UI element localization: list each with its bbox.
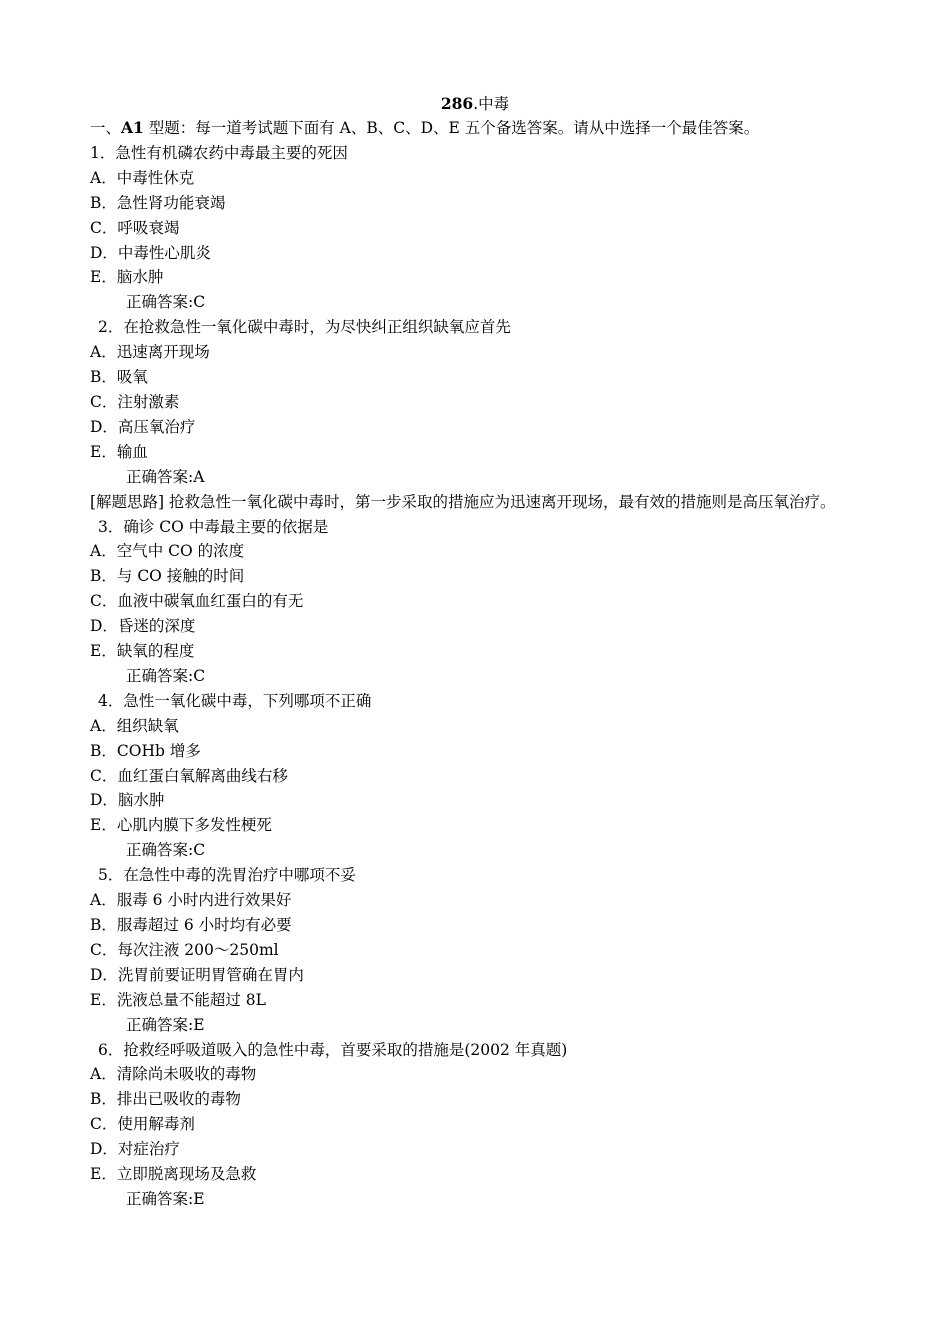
section-intro [90, 116, 865, 141]
option-c: C．呼吸衰竭 [90, 218, 180, 237]
option-c: C．使用解毒剂 [90, 1115, 195, 1134]
option-b: B．急性肾功能衰竭 [90, 193, 226, 212]
option-d: D．洗胃前要证明胃管确在胃内 [90, 965, 304, 984]
option-a: A．迅速离开现场 [90, 343, 210, 362]
option-c: C．注射激素 [90, 392, 180, 411]
question-stem: 6．抢救经呼吸道吸入的急性中毒，首要采取的措施是(2002 年真题) [98, 1040, 568, 1059]
question-stem: 3．确诊 CO 中毒最主要的依据是 [98, 517, 329, 536]
question-stem: 2．在抢救急性一氧化碳中毒时，为尽快纠正组织缺氧应首先 [98, 318, 511, 337]
correct-answer: 正确答案:C [126, 293, 206, 312]
option-d: D．高压氧治疗 [90, 417, 196, 436]
option-e: E．心肌内膜下多发性梗死 [90, 816, 272, 835]
correct-answer: 正确答案:E [126, 1015, 205, 1034]
correct-answer: 正确答案:A [126, 467, 205, 486]
option-d: D．对症治疗 [90, 1140, 180, 1159]
question-block [90, 515, 865, 689]
option-a: A．空气中 CO 的浓度 [90, 542, 245, 561]
option-a: A．中毒性休克 [90, 168, 195, 187]
option-d: D．脑水肿 [90, 791, 165, 810]
option-e: E．输血 [90, 442, 148, 461]
chapter-separator: . [473, 95, 479, 113]
question-stem: 4．急性一氧化碳中毒，下列哪项不正确 [98, 691, 372, 710]
option-c: C．血液中碳氧血红蛋白的有无 [90, 592, 304, 611]
document-body [90, 116, 865, 1212]
question-stem: 1．急性有机磷农药中毒最主要的死因 [90, 143, 348, 162]
option-a: A．服毒 6 小时内进行效果好 [90, 891, 292, 910]
question-stem: 5．在急性中毒的洗胃治疗中哪项不妥 [98, 866, 356, 885]
option-b: B．COHb 增多 [90, 741, 201, 760]
option-d: D．中毒性心肌炎 [90, 243, 211, 262]
correct-answer: 正确答案:C [126, 666, 206, 685]
question-block [90, 863, 865, 1037]
question-block [90, 1038, 865, 1212]
option-e: E．洗液总量不能超过 8L [90, 990, 266, 1009]
chapter-number: 286 [440, 94, 474, 113]
page-title [0, 92, 950, 116]
question-block [90, 689, 865, 863]
chapter-title: 中毒 [478, 95, 510, 113]
option-d: D．昏迷的深度 [90, 617, 196, 636]
question-type-label: A1 [121, 118, 144, 137]
option-b: B．服毒超过 6 小时均有必要 [90, 916, 292, 934]
option-c: C．血红蛋白氧解离曲线右移 [90, 766, 288, 785]
answer-explanation: [解题思路] 抢救急性一氧化碳中毒时，第一步采取的措施应为迅速离开现场，最有效的措施则是高压氧治疗。 [90, 492, 836, 511]
section-instructions: 型题：每一道考试题下面有 A、B、C、D、E 五个备选答案。请从中选择一个最佳答案。 [143, 119, 760, 137]
option-e: E．立即脱离现场及急救 [90, 1165, 257, 1184]
option-b: B．与 CO 接触的时间 [90, 567, 245, 586]
option-c: C．每次注液 200～250ml [90, 940, 279, 959]
option-e: E．缺氧的程度 [90, 642, 195, 661]
option-e: E．脑水肿 [90, 268, 164, 287]
correct-answer: 正确答案:C [126, 841, 206, 860]
option-a: A．组织缺氧 [90, 716, 179, 735]
option-b: B．吸氧 [90, 368, 148, 387]
correct-answer: 正确答案:E [126, 1189, 205, 1208]
question-block [90, 315, 865, 514]
section-prefix: 一、 [90, 119, 122, 137]
option-a: A．清除尚未吸收的毒物 [90, 1065, 257, 1084]
option-b: B．排出已吸收的毒物 [90, 1090, 241, 1109]
question-block [90, 141, 865, 315]
